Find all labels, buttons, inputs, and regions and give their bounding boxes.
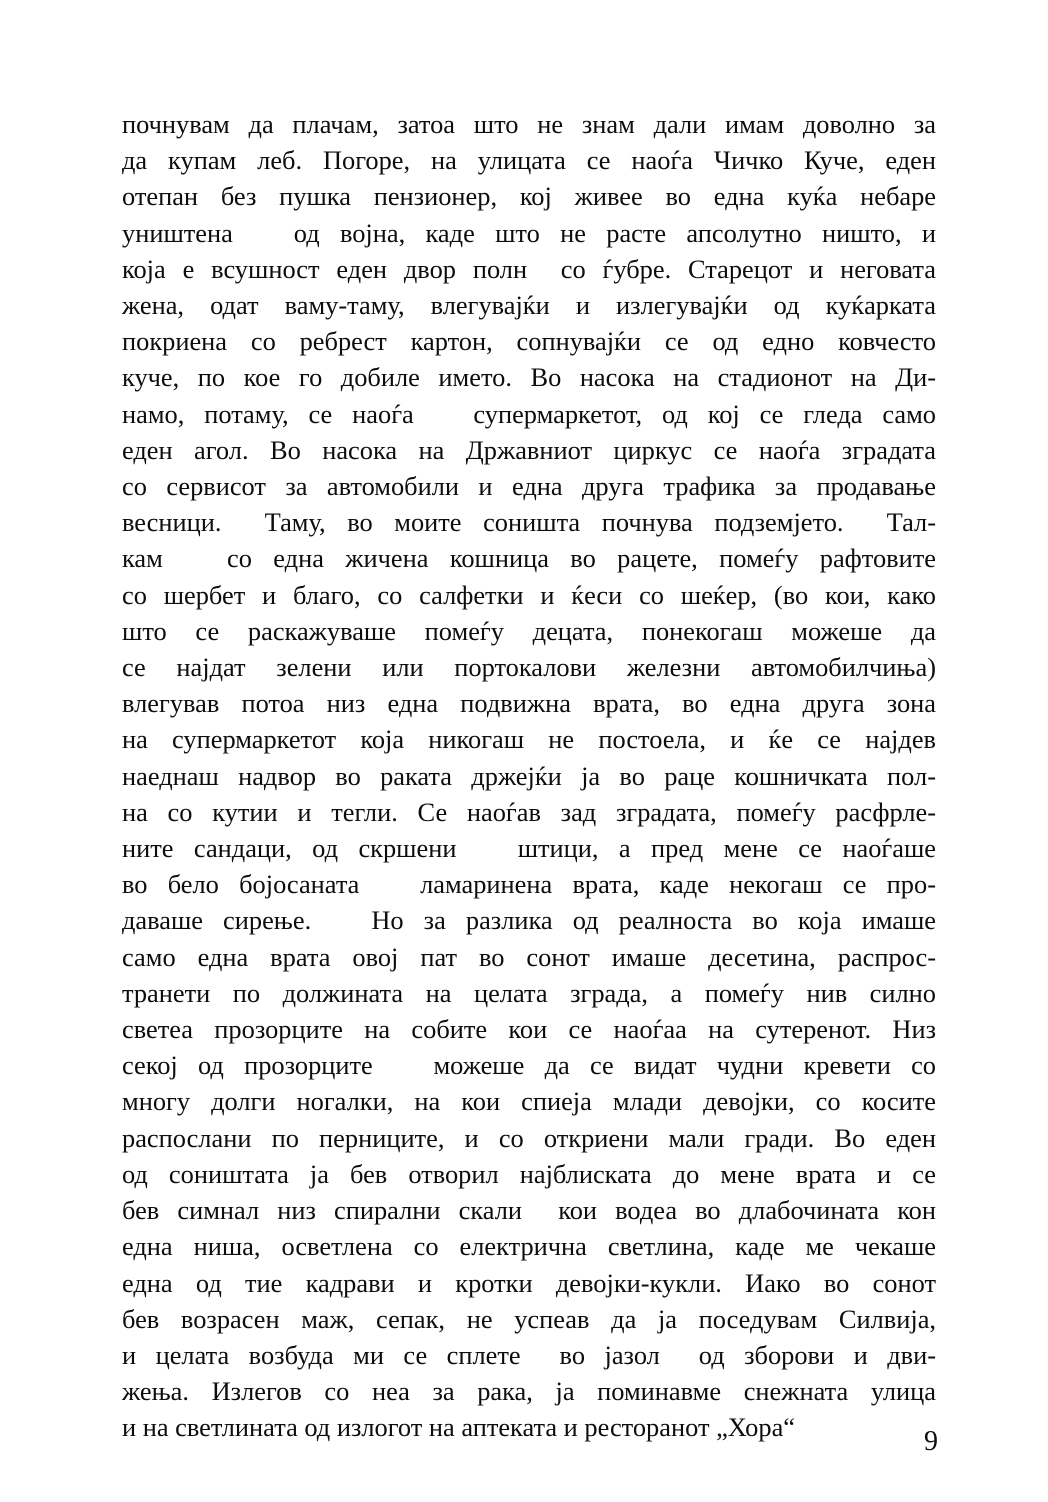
- body-line: бев возрасен маж, сепак, не успеав да ја поседувам Силвија,: [122, 1303, 936, 1334]
- body-line: светеа прозорците на собите кои се наоѓаа на сутеренот. Низ: [122, 1014, 936, 1045]
- body-line: се најдат зелени или портокалови железни автомобилчиња): [122, 652, 936, 683]
- body-line: ните сандаци, од скршени штици, а пред мене се наоѓаше: [122, 833, 936, 864]
- body-line: и целата возбуда ми се сплете во јазол од зборови и дви-: [122, 1339, 936, 1370]
- body-line: во бело бојосаната ламаринена врата, каде некогаш се про-: [122, 869, 936, 900]
- body-line: намо, потаму, се наоѓа супермаркетот, од кој се гледа само: [122, 398, 936, 429]
- body-line: наеднаш надвор во раката држејќи ја во раце кошничката пол-: [122, 760, 936, 791]
- body-line: покриена со ребрест картон, сопнувајќи се од едно ковчесто: [122, 326, 936, 357]
- body-line: со сервисот за автомобили и една друга трафика за продавање: [122, 471, 936, 502]
- body-line: секој од прозорците можеше да се видат чудни кревети со: [122, 1050, 936, 1081]
- body-line: влегував потоа низ една подвижна врата, во една друга зона: [122, 688, 936, 719]
- body-line: да купам леб. Погоре, на улицата се наоѓа Чичко Куче, еден: [122, 145, 936, 176]
- body-line: жења. Излегов со неа за рака, ја поминавме снежната улица: [122, 1376, 936, 1407]
- body-line: кам со една жичена кошница во рацете, помеѓу рафтовите: [122, 543, 936, 574]
- body-line: распослани по перниците, и со откриени мали гради. Во еден: [122, 1122, 936, 1153]
- body-line: куче, по кое го добиле името. Во насока на стадионот на Ди-: [122, 362, 936, 393]
- body-line: почнувам да плачам, затоа што не знам дали имам доволно за: [122, 109, 936, 139]
- body-line: од соништата ја бев отворил најблиската до мене врата и се: [122, 1158, 936, 1189]
- body-text: [122, 106, 936, 1446]
- body-line: една од тие кадрави и кротки девојки-кукли. Иако во сонот: [122, 1267, 936, 1298]
- body-line: на со кутии и тегли. Се наоѓав зад зградата, помеѓу расфрле-: [122, 796, 936, 827]
- body-line: транети по должината на целата зграда, а помеѓу нив силно: [122, 977, 936, 1008]
- body-line: и на светлината од излогот на аптеката и ресторанот „Хора“: [122, 1412, 795, 1443]
- body-line: весници. Таму, во моите соништа почнува подземјето. Тал-: [122, 507, 936, 538]
- body-line: даваше сирење. Но за разлика од реалноста во која имаше: [122, 905, 936, 936]
- body-line: само една врата овој пат во сонот имаше десетина, распрос-: [122, 941, 936, 972]
- body-line: што се раскажуваше помеѓу децата, понекогаш можеше да: [122, 615, 936, 646]
- body-line: еден агол. Во насока на Државниот циркус се наоѓа зградата: [122, 434, 936, 465]
- body-line: со шербет и благо, со салфетки и ќеси со шеќер, (во кои, како: [122, 579, 936, 610]
- body-line: отепан без пушка пензионер, кој живее во една куќа небаре: [122, 181, 936, 212]
- body-line: жена, одат ваму-таму, влегувајќи и излегувајќи од куќарката: [122, 290, 936, 321]
- body-line: бев симнал низ спирални скали кои водеа во длабочината кон: [122, 1195, 936, 1226]
- body-line: на супермаркетот која никогаш не постоела, и ќе се најдев: [122, 724, 936, 755]
- body-line: многу долги ногалки, на кои спиеја млади девојки, со косите: [122, 1086, 936, 1117]
- body-line: која е всушност еден двор полн со ѓубре. Старецот и неговата: [122, 253, 936, 284]
- body-line: една ниша, осветлена со електрична светлина, каде ме чекаше: [122, 1231, 936, 1262]
- body-line: уништена од војна, каде што не расте апсолутно ништо, и: [122, 217, 936, 248]
- page-number: 9: [924, 1426, 938, 1457]
